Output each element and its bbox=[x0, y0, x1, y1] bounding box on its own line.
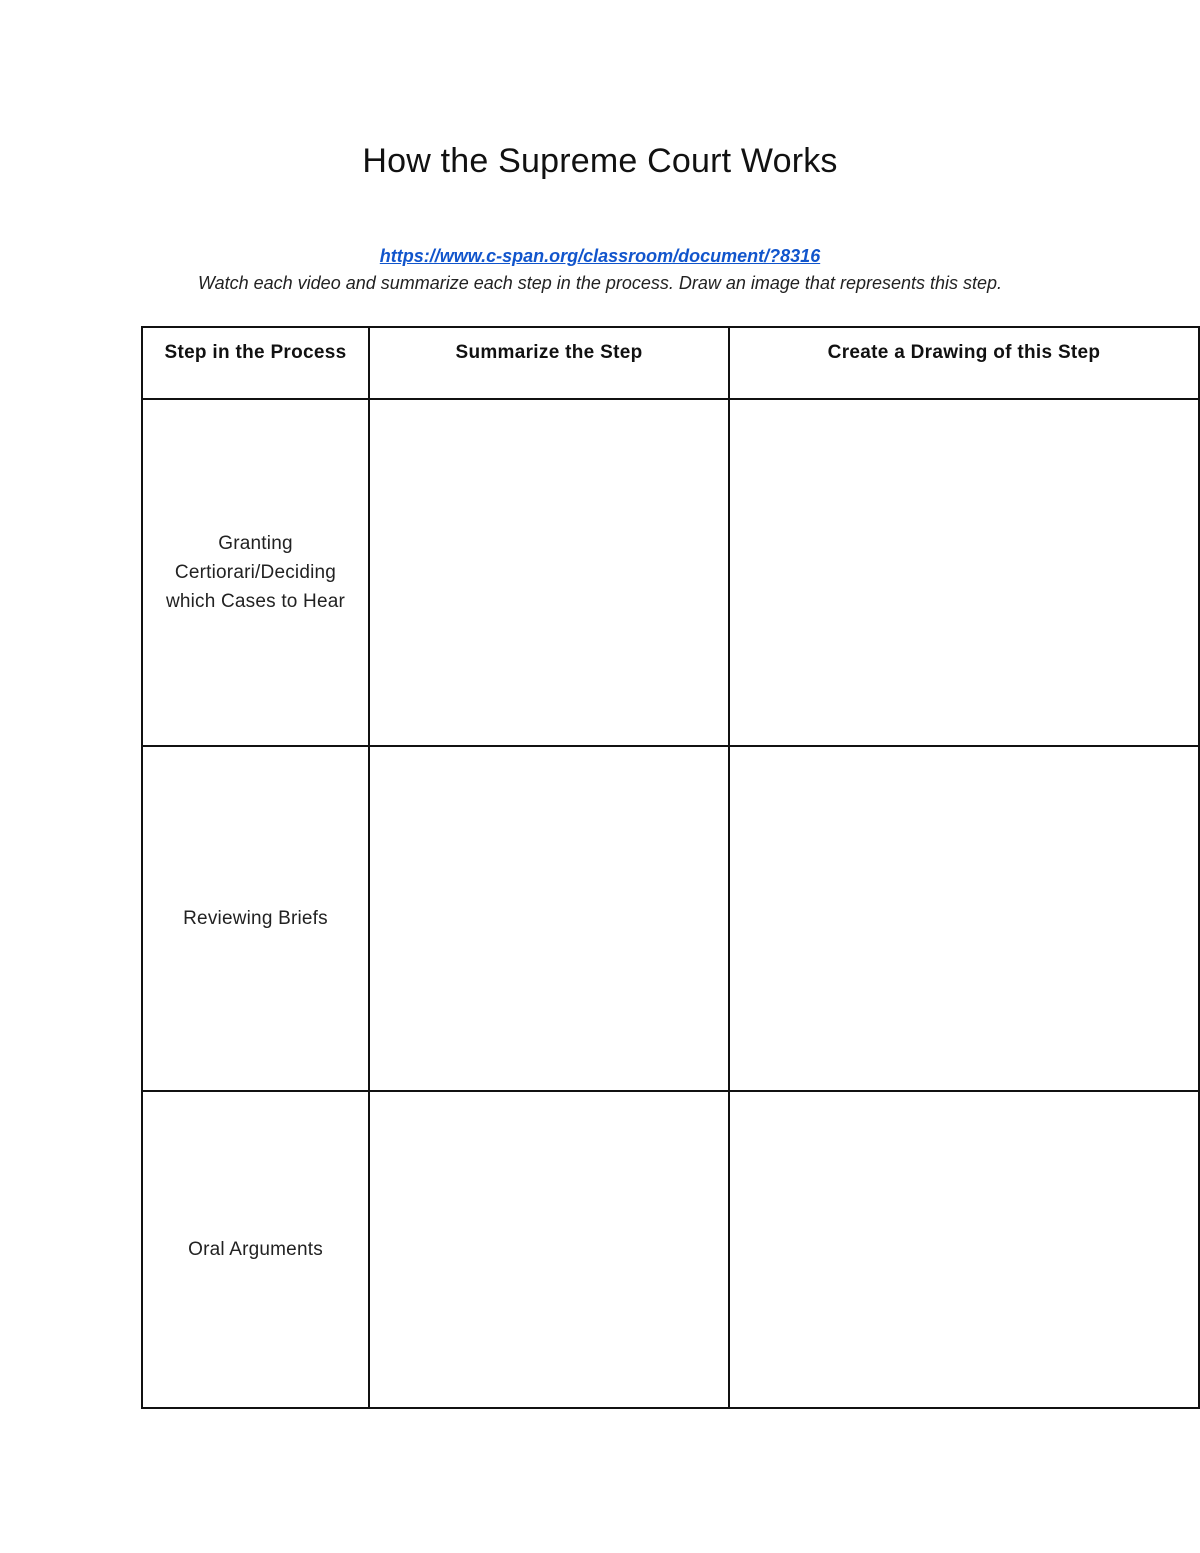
process-table bbox=[141, 326, 1200, 1409]
summary-cell[interactable] bbox=[369, 1091, 729, 1408]
summary-cell[interactable] bbox=[369, 746, 729, 1091]
header-drawing: Create a Drawing of this Step bbox=[729, 327, 1199, 399]
table-row bbox=[142, 1091, 1199, 1408]
c-span-link[interactable]: https://www.c-span.org/classroom/document/?8316 bbox=[379, 246, 821, 266]
step-label: Reviewing Briefs bbox=[183, 908, 328, 929]
drawing-cell[interactable] bbox=[729, 1091, 1199, 1408]
summary-cell[interactable] bbox=[369, 399, 729, 746]
drawing-cell[interactable] bbox=[729, 746, 1199, 1091]
step-cell bbox=[142, 399, 369, 746]
drawing-cell[interactable] bbox=[729, 399, 1199, 746]
table-header-row bbox=[142, 327, 1199, 399]
table-row bbox=[142, 399, 1199, 746]
step-label: Granting Certiorari/Deciding which Cases to Hear bbox=[165, 533, 346, 612]
instructions-text: Watch each video and summarize each step in the process. Draw an image that represents this step. bbox=[197, 273, 1003, 293]
step-cell bbox=[142, 1091, 369, 1408]
step-cell bbox=[142, 746, 369, 1091]
step-label: Oral Arguments bbox=[188, 1239, 323, 1260]
page-title: How the Supreme Court Works bbox=[362, 142, 838, 180]
header-step: Step in the Process bbox=[142, 327, 369, 399]
header-summarize: Summarize the Step bbox=[369, 327, 729, 399]
table-row bbox=[142, 746, 1199, 1091]
